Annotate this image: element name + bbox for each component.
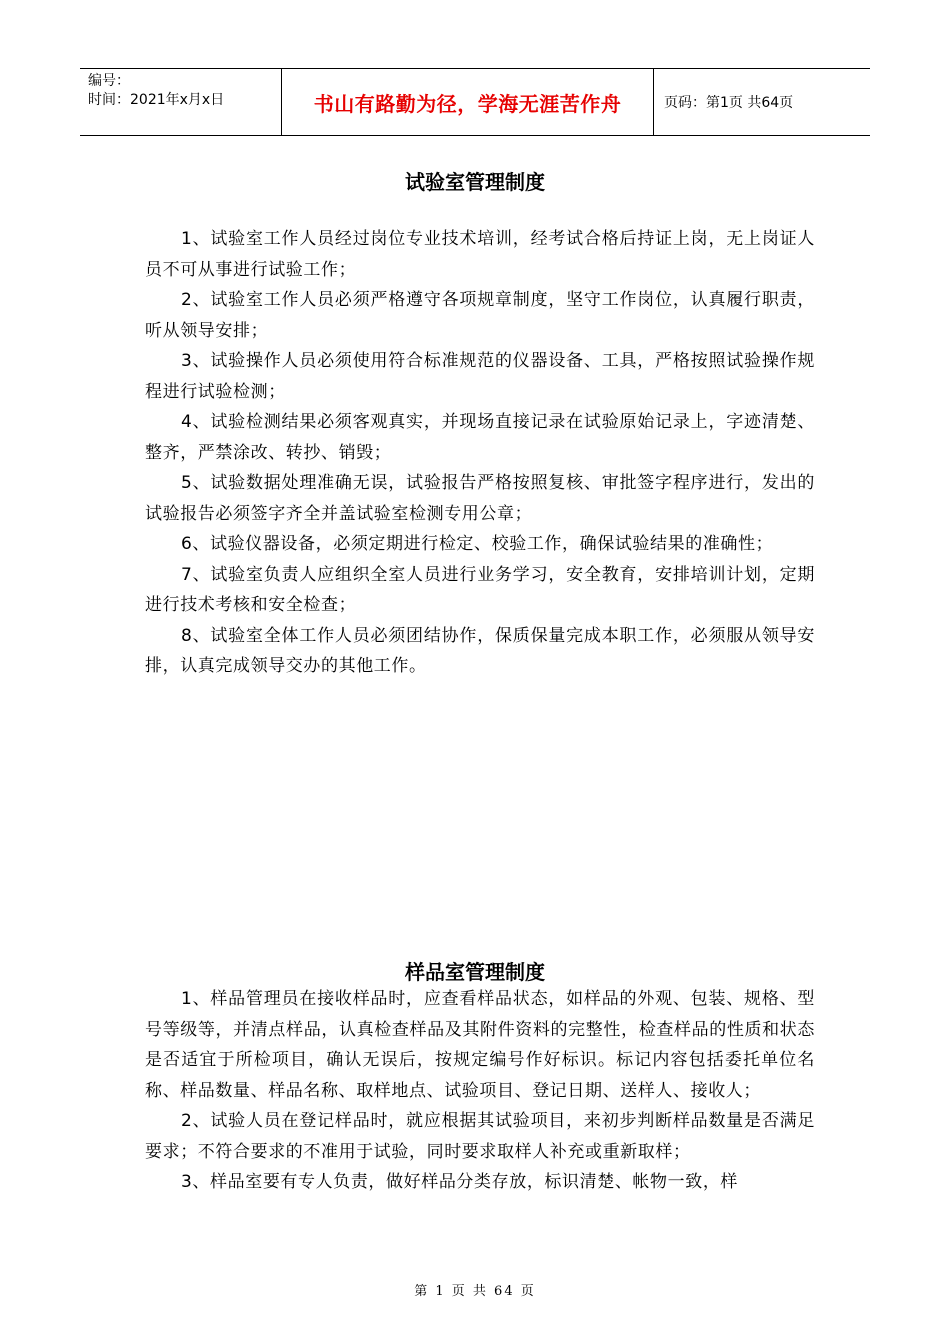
header-meta-cell bbox=[80, 69, 282, 135]
header-page-cell bbox=[654, 69, 870, 135]
paragraph: 1、试验室工作人员经过岗位专业技术培训，经考试合格后持证上岗，无上岗证人员不可从事进行试验工作； bbox=[145, 229, 815, 280]
paragraph: 2、试验室工作人员必须严格遵守各项规章制度，坚守工作岗位，认真履行职责，听从领导安排； bbox=[145, 290, 815, 341]
document-date-label: 时间：2021年x月x日 bbox=[88, 92, 225, 108]
page-footer: 第 1 页 共 64 页 bbox=[414, 1284, 536, 1299]
document-header bbox=[80, 68, 870, 136]
paragraph: 1、样品管理员在接收样品时，应查看样品状态，如样品的外观、包装、规格、型号等级等，并清点样品，认真检查样品及其附件资料的完整性，检查样品的性质和状态是否适宜于所检项目，确认无误后，按规定编号作好标识。标记内容包括委托单位名称、样品数量、样品名称、取样地点、试验项目、登记日期、送样人、接收人； bbox=[145, 989, 815, 1101]
section-body-lab-rules bbox=[145, 224, 815, 682]
header-motto-cell bbox=[282, 69, 654, 135]
paragraph: 5、试验数据处理准确无误，试验报告严格按照复核、审批签字程序进行，发出的试验报告必须签字齐全并盖试验室检测专用公章； bbox=[145, 473, 815, 524]
header-motto: 书山有路勤为径，学海无涯苦作舟 bbox=[313, 91, 622, 116]
paragraph: 2、试验人员在登记样品时，就应根据其试验项目，来初步判断样品数量是否满足要求；不符合要求的不准用于试验，同时要求取样人补充或重新取样； bbox=[145, 1111, 815, 1162]
paragraph: 3、样品室要有专人负责，做好样品分类存放，标识清楚、帐物一致，样 bbox=[181, 1172, 739, 1192]
section-title-sample-room-rules: 样品室管理制度 bbox=[405, 960, 545, 984]
paragraph: 8、试验室全体工作人员必须团结协作，保质保量完成本职工作，必须服从领导安排，认真完成领导交办的其他工作。 bbox=[145, 625, 815, 676]
paragraph: 6、试验仪器设备，必须定期进行检定、校验工作，确保试验结果的准确性； bbox=[181, 534, 774, 554]
paragraph: 3、试验操作人员必须使用符合标准规范的仪器设备、工具，严格按照试验操作规程进行试验检测； bbox=[145, 351, 815, 402]
section-body-sample-room-rules bbox=[145, 984, 815, 1198]
document-number-label: 编号： bbox=[88, 73, 130, 89]
section-title-lab-rules: 试验室管理制度 bbox=[405, 170, 545, 194]
header-page-code: 页码：第1页 共64页 bbox=[664, 95, 794, 111]
paragraph: 4、试验检测结果必须客观真实，并现场直接记录在试验原始记录上，字迹清楚、整齐，严禁涂改、转抄、销毁； bbox=[145, 412, 815, 463]
paragraph: 7、试验室负责人应组织全室人员进行业务学习，安全教育，安排培训计划，定期进行技术考核和安全检查； bbox=[145, 564, 815, 615]
